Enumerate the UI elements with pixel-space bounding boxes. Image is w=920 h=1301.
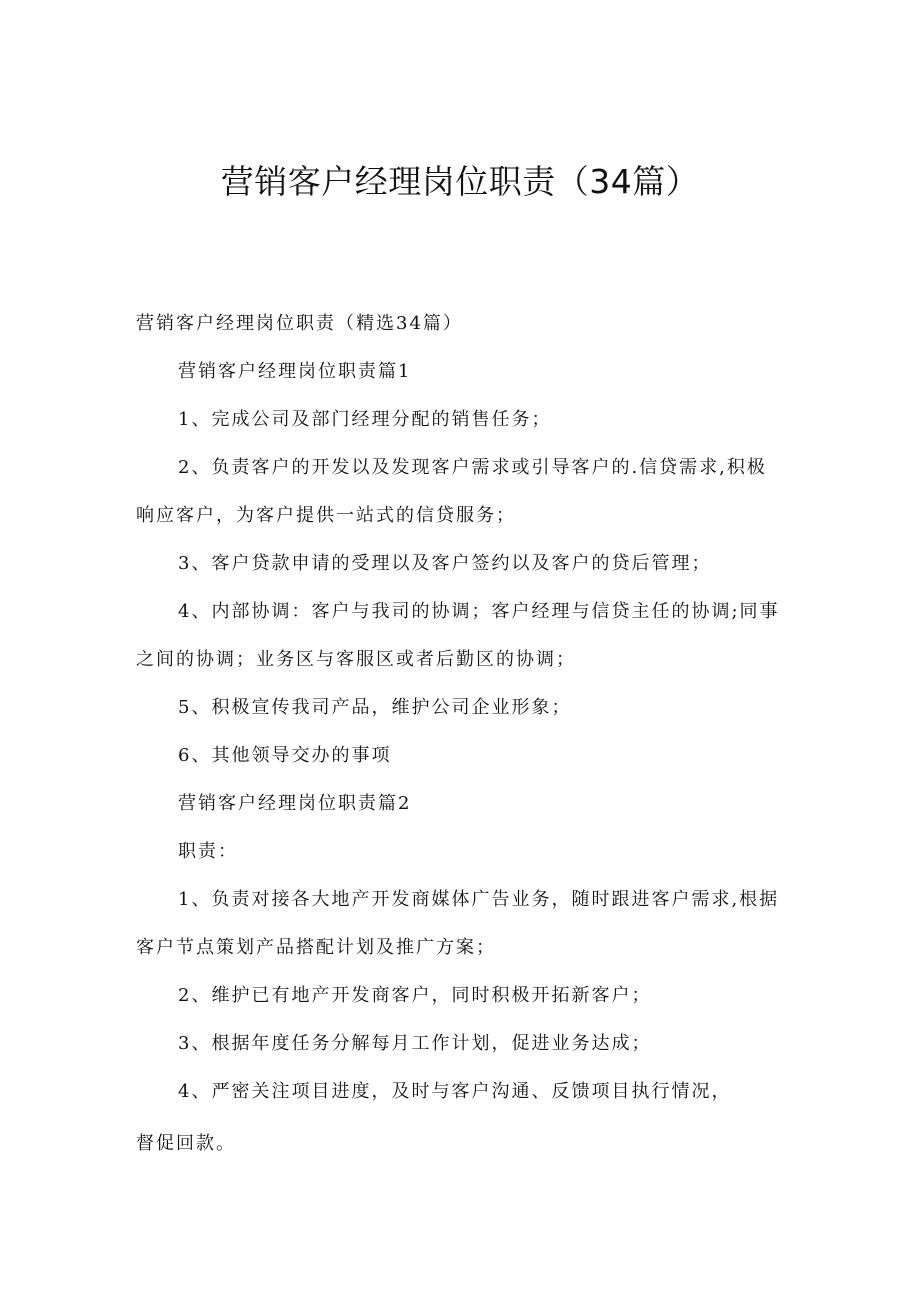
section2-item-3: 3、根据年度任务分解每月工作计划，促进业务达成； [178, 1033, 652, 1054]
document-subtitle: 营销客户经理岗位职责（精选34篇） [136, 313, 463, 334]
section1-item-6: 6、其他领导交办的事项 [178, 745, 392, 766]
section1-item-4-line-1: 4、内部协调：客户与我司的协调；客户经理与信贷主任的协调;同事 [178, 601, 780, 622]
section2-item-4-line-1: 4、严密关注项目进度，及时与客户沟通、反馈项目执行情况， [178, 1081, 732, 1102]
section2-item-1-line-1: 1、负责对接各大地产开发商媒体广告业务，随时跟进客户需求,根据 [178, 889, 780, 910]
section2-item-1-line-2: 客户节点策划产品搭配计划及推广方案； [136, 937, 496, 958]
section1-item-3: 3、客户贷款申请的受理以及客户签约以及客户的贷后管理； [178, 553, 712, 574]
document-title: 营销客户经理岗位职责（34篇） [220, 162, 700, 201]
section1-item-4-line-2: 之间的协调；业务区与客服区或者后勤区的协调； [136, 649, 576, 670]
section1-item-5: 5、积极宣传我司产品，维护公司企业形象； [178, 697, 572, 718]
section-heading-2: 营销客户经理岗位职责篇2 [178, 793, 412, 814]
section2-item-2: 2、维护已有地产开发商客户，同时积极开拓新客户； [178, 985, 652, 1006]
section-heading-1: 营销客户经理岗位职责篇1 [178, 361, 412, 382]
section1-item-2-line-1: 2、负责客户的开发以及发现客户需求或引导客户的.信贷需求,积极 [178, 457, 767, 478]
section1-item-2-line-2: 响应客户，为客户提供一站式的信贷服务； [136, 505, 516, 526]
section1-item-1: 1、完成公司及部门经理分配的销售任务； [178, 409, 552, 430]
section2-label: 职责： [178, 841, 238, 862]
section2-item-4-line-2: 督促回款。 [136, 1133, 236, 1154]
